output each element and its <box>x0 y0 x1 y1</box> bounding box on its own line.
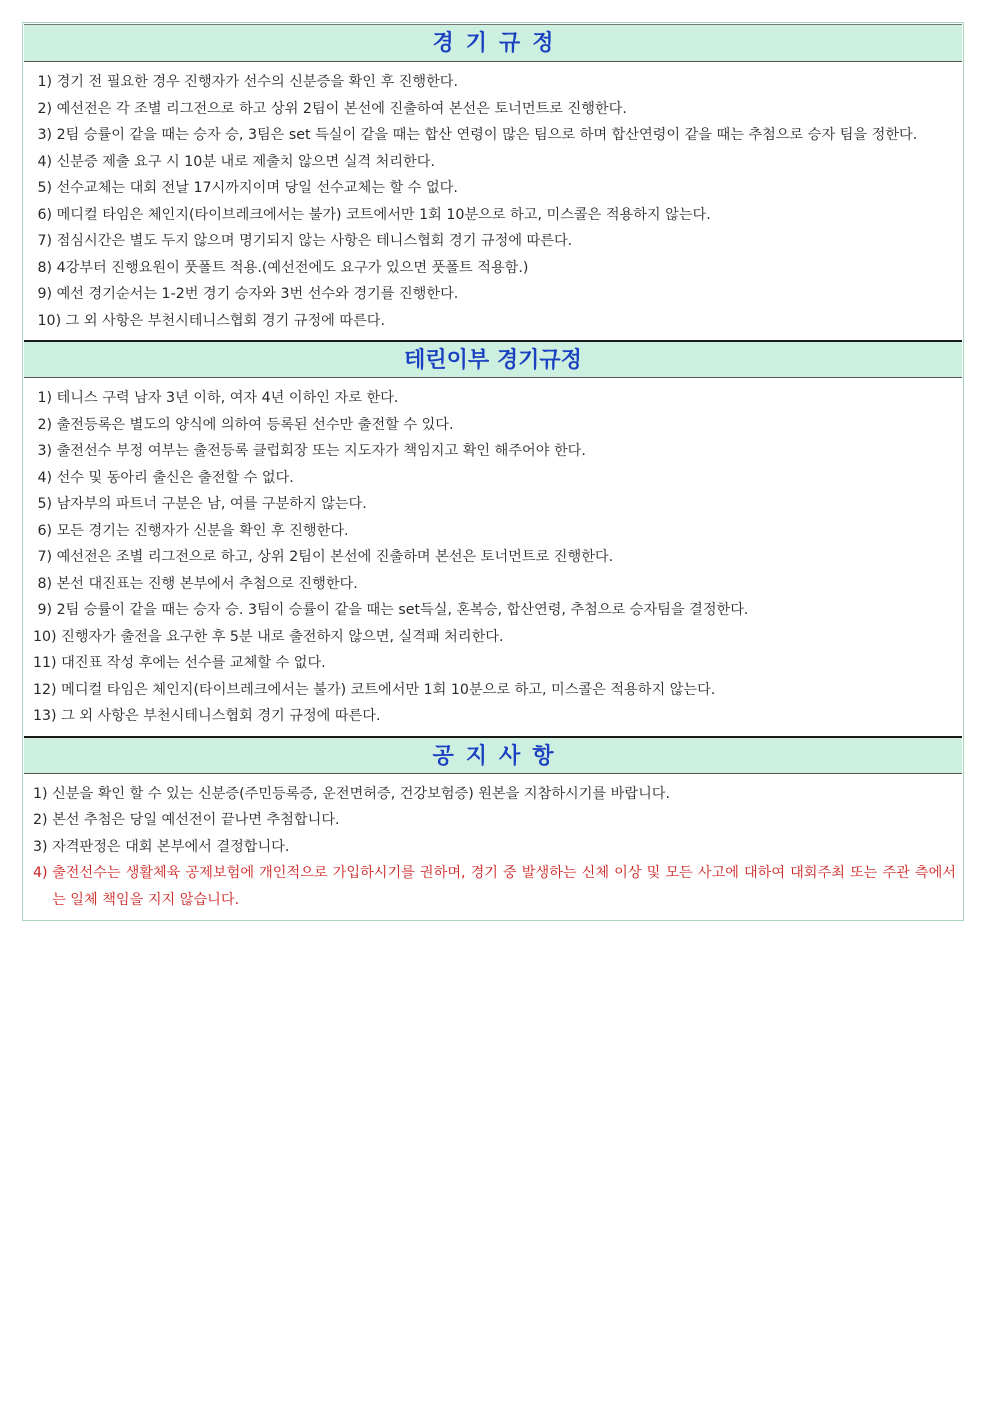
list-item: 11) 대진표 작성 후에는 선수를 교체할 수 없다. <box>33 655 326 671</box>
section-beginner-rules <box>24 340 962 736</box>
section-competition-rules <box>24 24 962 340</box>
list-item: 8) 4강부터 진행요원이 풋폴트 적용.(예선전에도 요구가 있으면 풋폴트 적용함.) <box>33 259 529 276</box>
list-item: 3) 2팀 승률이 같을 때는 승자 승, 3팀은 set 득실이 같을 때는 합산 연령이 많은 팀으로 하며 합산연령이 같을 때는 추첨으로 승자 팀을 정한다. <box>33 127 918 143</box>
notice-list <box>24 774 962 920</box>
list-item: 7) 예선전은 조별 리그전으로 하고, 상위 2팀이 본선에 진출하며 본선은 토너먼트로 진행한다. <box>33 549 614 565</box>
list-item: 1) 경기 전 필요한 경우 진행자가 선수의 신분증을 확인 후 진행한다. <box>33 74 459 90</box>
section-title: 테린이부 경기규정 <box>24 340 962 378</box>
section-title: 공지사항 <box>24 736 962 774</box>
list-item: 8) 본선 대진표는 진행 본부에서 추첨으로 진행한다. <box>33 575 358 592</box>
list-item-warning: 4) 출전선수는 생활체육 공제보험에 개인적으로 가입하시기를 권하며, 경기 중 발생하는 신체 이상 및 모든 사고에 대하여 대회주최 또는 주관 측에서는 일체 책임을 지지 않습니다. <box>33 865 956 908</box>
section-notices <box>24 736 962 920</box>
rules-document <box>22 22 964 921</box>
list-item: 2) 예선전은 각 조별 리그전으로 하고 상위 2팀이 본선에 진출하여 본선은 토너먼트로 진행한다. <box>33 100 627 117</box>
rules-list <box>24 62 962 340</box>
list-item: 4) 선수 및 동아리 출신은 출전할 수 없다. <box>33 469 294 486</box>
list-item: 3) 출전선수 부정 여부는 출전등록 클럽회장 또는 지도자가 책임지고 확인 해주어야 한다. <box>33 443 586 459</box>
rules-list <box>24 378 962 736</box>
list-item: 13) 그 외 사항은 부천시테니스협회 경기 규정에 따른다. <box>33 708 381 724</box>
list-item: 9) 예선 경기순서는 1-2번 경기 승자와 3번 선수와 경기를 진행한다. <box>33 286 459 302</box>
list-item: 5) 선수교체는 대회 전날 17시까지이며 당일 선수교체는 할 수 없다. <box>33 180 458 196</box>
section-title: 경기규정 <box>24 24 962 62</box>
list-item: 2) 출전등록은 별도의 양식에 의하여 등록된 선수만 출전할 수 있다. <box>33 416 454 433</box>
list-item: 4) 신분증 제출 요구 시 10분 내로 제출치 않으면 실격 처리한다. <box>33 153 435 170</box>
list-item: 9) 2팀 승률이 같을 때는 승자 승. 3팀이 승률이 같을 때는 set득실, 혼복승, 합산연령, 추첨으로 승자팀을 결정한다. <box>33 602 749 618</box>
list-item: 10) 진행자가 출전을 요구한 후 5분 내로 출전하지 않으면, 실격패 처리한다. <box>33 628 504 645</box>
list-item: 1) 신분을 확인 할 수 있는 신분증(주민등록증, 운전면허증, 건강보험증) 원본을 지참하시기를 바랍니다. <box>33 785 670 802</box>
list-item: 2) 본선 추첨은 당일 예선전이 끝나면 추첨합니다. <box>33 812 340 828</box>
list-item: 6) 모든 경기는 진행자가 신분을 확인 후 진행한다. <box>33 522 349 539</box>
list-item: 7) 점심시간은 별도 두지 않으며 명기되지 않는 사항은 테니스협회 경기 규정에 따른다. <box>33 233 573 249</box>
list-item: 6) 메디컬 타임은 체인지(타이브레크에서는 불가) 코트에서만 1회 10분으로 하고, 미스콜은 적용하지 않는다. <box>33 206 711 223</box>
list-item: 12) 메디컬 타임은 체인지(타이브레크에서는 불가) 코트에서만 1회 10분으로 하고, 미스콜은 적용하지 않는다. <box>33 681 716 698</box>
list-item: 3) 자격판정은 대회 본부에서 결정합니다. <box>33 838 290 855</box>
list-item: 1) 테니스 구력 남자 3년 이하, 여자 4년 이하인 자로 한다. <box>33 390 399 406</box>
list-item: 5) 남자부의 파트너 구분은 남, 여를 구분하지 않는다. <box>33 496 367 512</box>
list-item: 10) 그 외 사항은 부천시테니스협회 경기 규정에 따른다. <box>33 312 385 329</box>
